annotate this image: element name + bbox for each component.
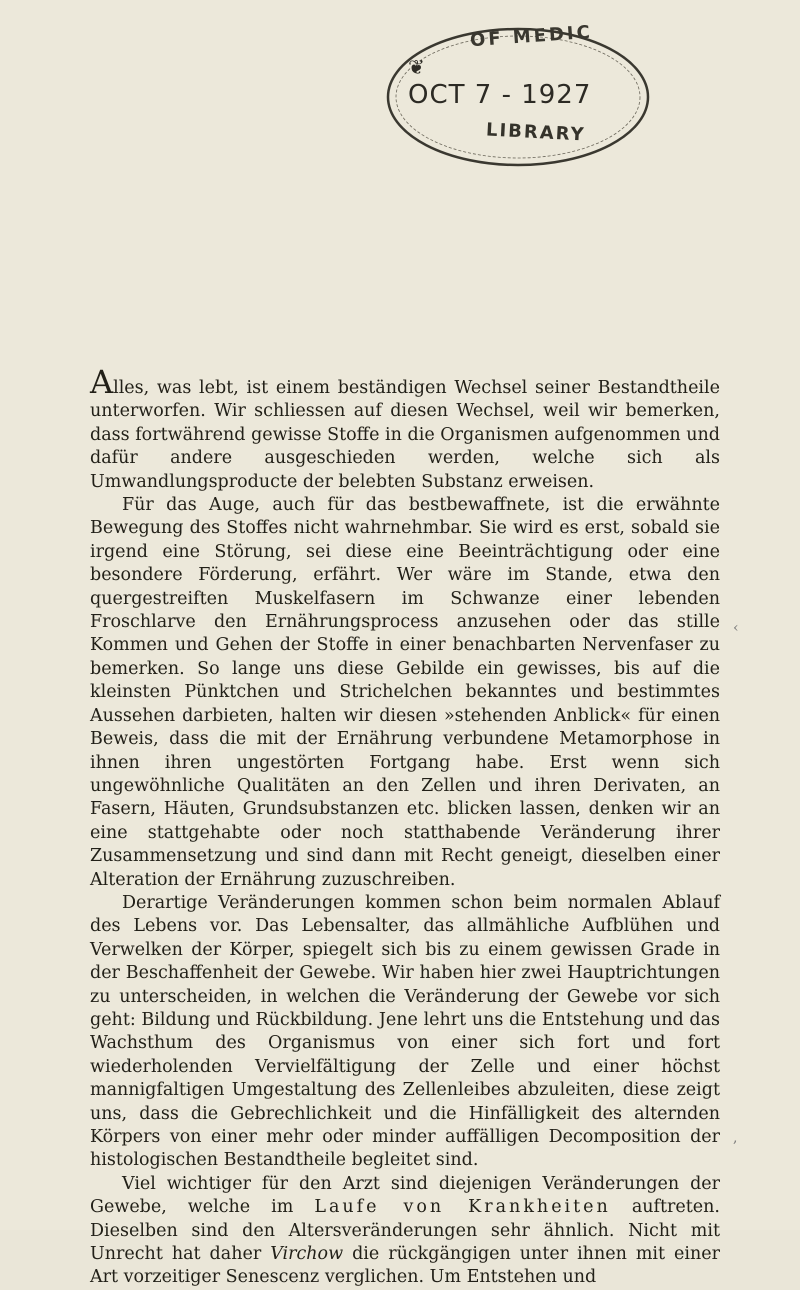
margin-mark: ‹	[733, 620, 739, 636]
paragraph-3: Derartige Veränderungen kommen schon beim normalen Ablauf des Lebens vor. Das Lebensalter, das allmähliche Aufblühen und Verwelken der Körper, spiegelt sich bis zu einem gewissen Grade in der Beschaffenheit der Gewebe. Wir haben hier zwei Hauptrichtungen zu unterscheiden, in welchen die Veränderung der Gewebe vor sich geht: Bildung und Rückbildung. Jene lehrt uns die Entstehung und das Wachsthum des Organismus von einer sich fort und fort wiederholenden Vervielfältigung der Zelle und einer höchst mannigfaltigen Umgestaltung des Zellenleibes abzuleiten, diese zeigt uns, dass die Gebrechlichkeit und die Hinfälligkeit des alternden Körpers von einer mehr oder minder auffälligen Decomposition der histologischen Bestandtheile begleitet sind.	[90, 892, 720, 1171]
stamp-top-text: OF MEDIC	[469, 21, 594, 52]
paragraph-2: Für das Auge, auch für das bestbewaffnete, ist die erwähnte Bewegung des Stoffes nicht wahrnehmbar. Sie wird es erst, sobald sie irgend eine Störung, sei diese eine Beeinträchtigung oder eine besondere Förderung, erfährt. Wer wäre im Stande, etwa den quergestreiften Muskelfasern im Schwanze einer lebenden Froschlarve den Ernährungsprocess anzusehen oder das stille Kommen und Gehen der Stoffe in einer benachbarten Nervenfaser zu bemerken. So lange uns diese Gebilde ein gewisses, bis auf die kleinsten Pünktchen und Strichelchen bekanntes und bestimmtes Aussehen darbieten, halten wir diesen »stehenden Anblick« für einen Beweis, dass die mit der Ernährung verbundene Metamorphose in ihnen ihren ungestörten Fortgang habe. Erst wenn sich ungewöhnliche Qualitäten an den Zellen und ihren Derivaten, an Fasern, Häuten, Grundsubstanzen etc. blicken lassen, denken wir an eine stattgehabte oder noch statthabende Veränderung ihrer Zusammensetzung und sind dann mit Recht geneigt, dieselben einer Alteration der Ernährung zuzuschreiben.	[90, 495, 720, 890]
svg-text:❦: ❦	[408, 55, 425, 79]
drop-cap: A	[90, 363, 114, 401]
paragraph-4-emphasis: Laufe von Krankheiten	[314, 1197, 611, 1218]
library-stamp	[378, 22, 658, 172]
margin-mark: ,	[733, 1130, 738, 1146]
paragraph-4-middle: auftreten. Dieselben sind den Altersveränderungen sehr ähnlich. Nicht mit Unrecht hat daher	[90, 1197, 720, 1265]
paragraph-4	[90, 1173, 720, 1290]
paragraph-1	[90, 363, 720, 494]
body-text	[90, 363, 720, 1290]
stamp-bottom-text: LIBRARY	[485, 119, 587, 146]
stamp-date: OCT 7 - 1927	[408, 80, 592, 110]
paragraph-4-before: Viel wichtiger für den Arzt sind diejenigen Veränderungen der Gewebe, welche im	[90, 1173, 720, 1218]
paragraph-1-text: lles, was lebt, ist einem beständigen Wechsel seiner Bestandtheile unterworfen. Wir schliessen auf diesen Wechsel, weil wir bemerken, dass fortwährend gewisse Stoffe in die Organismen aufgenommen und dafür andere ausgeschieden werden, welche sich als Umwandlungsproducte der belebten Substanz erweisen.	[90, 378, 720, 492]
paragraph-4-after: die rückgängigen unter ihnen mit einer Art vorzeitiger Senescenz verglichen. Um Entstehen und	[90, 1244, 720, 1288]
author-name: Virchow	[270, 1244, 344, 1265]
